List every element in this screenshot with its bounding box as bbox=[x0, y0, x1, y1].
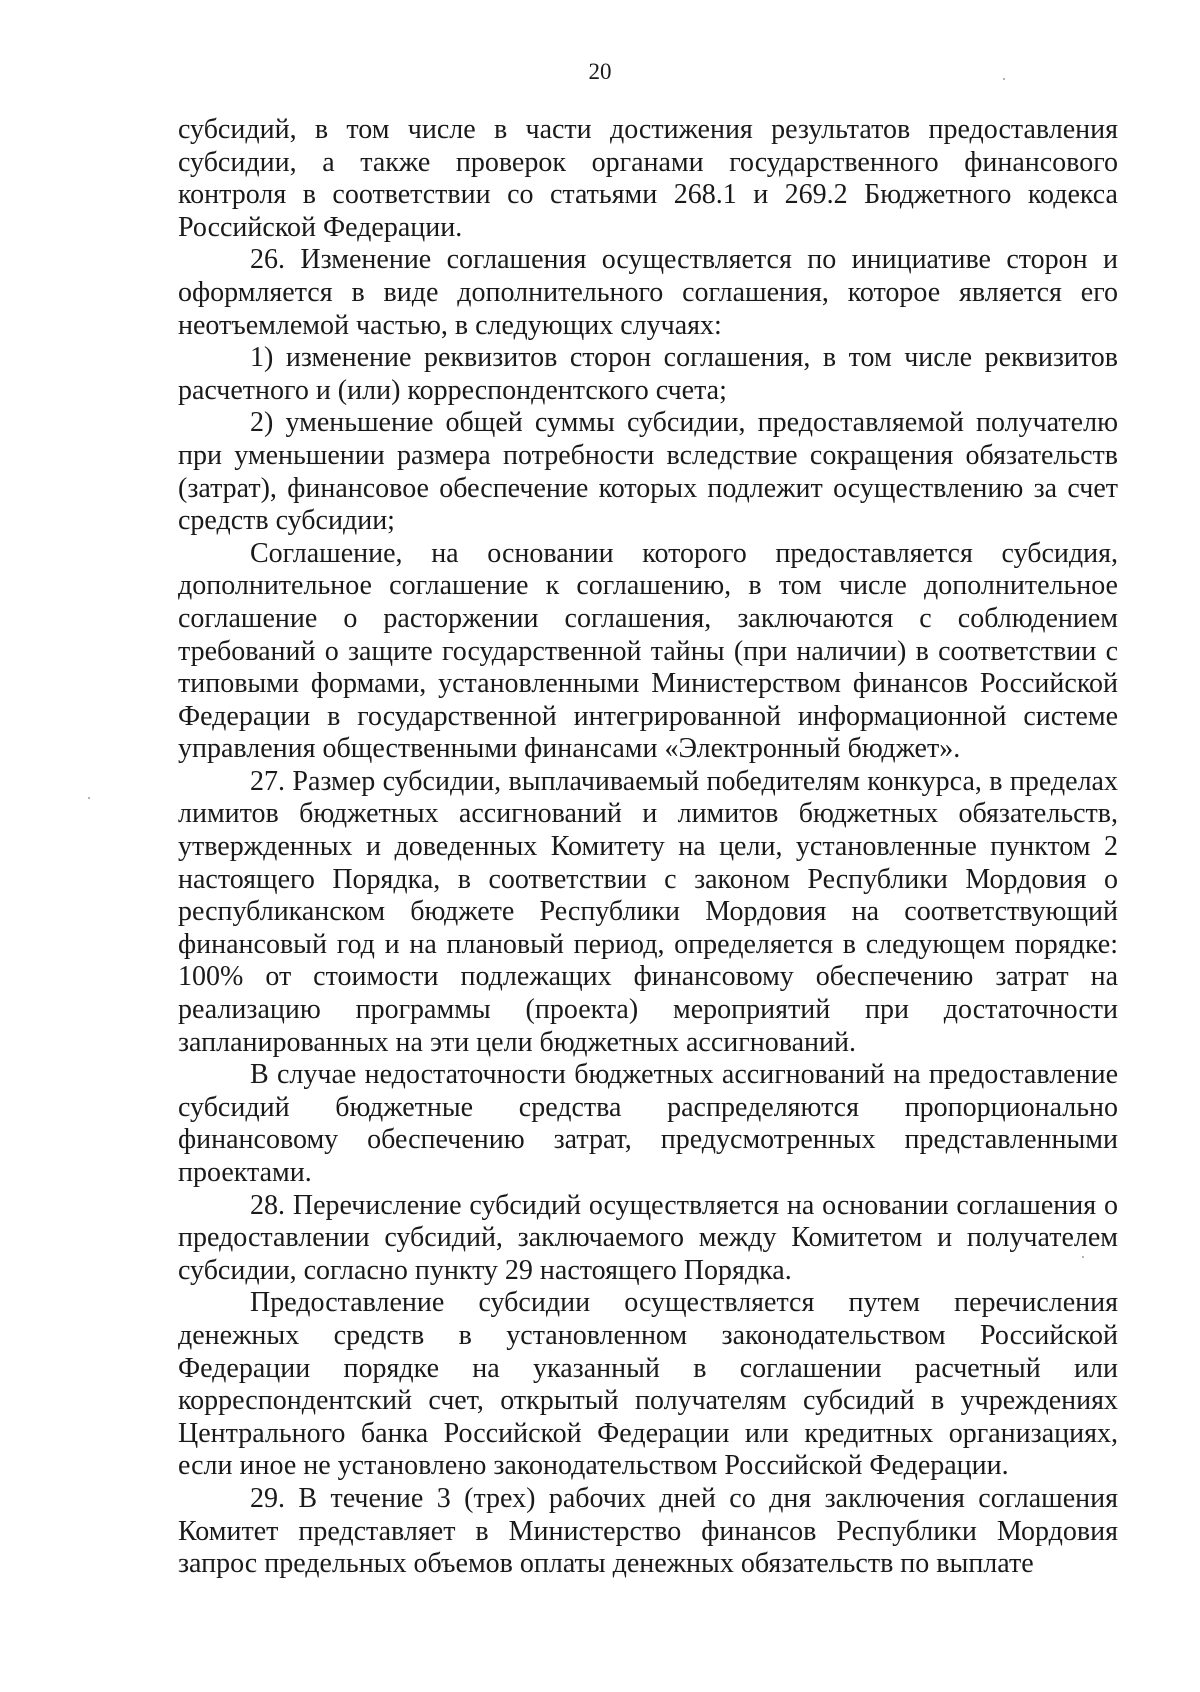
paragraph-item-27: 27. Размер субсидии, выплачиваемый победителям конкурса, в пределах лимитов бюджетных ассигнований и лимитов бюджетных обязательств, утвержденных и доведенных Комитету на цели, установленные пунктом 2 настоящего Порядка, в соответствии с законом Республики Мордовия о республиканском бюджете Республики Мордовия на соответствующий финансовый год и на плановый период, определяется в следующем порядке: 100% от стоимости подлежащих финансовому обеспечению затрат на реализацию программы (проекта) мероприятий при достаточности запланированных на эти цели бюджетных ассигнований. bbox=[178, 765, 1118, 1058]
paragraph-agreement-forms: Соглашение, на основании которого предоставляется субсидия, дополнительное соглашение к соглашению, в том числе дополнительное соглашение о расторжении соглашения, заключаются с соблюдением требований о защите государственной тайны (при наличии) в соответствии с типовыми формами, установленными Министерством финансов Российской Федерации в государственной интегрированной информационной системе управления общественными финансами «Электронный бюджет». bbox=[178, 537, 1118, 765]
paragraph-transfer-procedure: Предоставление субсидии осуществляется путем перечисления денежных средств в установленном законодательством Российской Федерации порядке на указанный в соглашении расчетный или корреспондентский счет, открытый получателям субсидий в учреждениях Центрального банка Российской Федерации или кредитных организациях, если иное не установлено законодательством Российской Федерации. bbox=[178, 1287, 1118, 1482]
scan-speck bbox=[1003, 78, 1005, 80]
paragraph-item-26: 26. Изменение соглашения осуществляется по инициативе сторон и оформляется в виде дополнительного соглашения, которое является его неотъемлемой частью, в следующих случаях: bbox=[178, 244, 1118, 341]
page-number: 20 bbox=[588, 59, 612, 84]
paragraph-continuation: субсидий, в том числе в части достижения результатов предоставления субсидии, а также проверок органами государственного финансового контроля в соответствии со статьями 268.1 и 269.2 Бюджетного кодекса Российской Федерации. bbox=[178, 114, 1118, 243]
paragraph-insufficient-funds: В случае недостаточности бюджетных ассигнований на предоставление субсидий бюджетные средства распределяются пропорционально финансовому обеспечению затрат, предусмотренных представленными проектами. bbox=[178, 1059, 1118, 1188]
paragraph-item-29: 29. В течение 3 (трех) рабочих дней со дня заключения соглашения Комитет представляет в Министерство финансов Республики Мордовия запрос предельных объемов оплаты денежных обязательств по выплате bbox=[178, 1482, 1118, 1580]
scan-speck bbox=[88, 797, 90, 799]
paragraph-subitem-1: 1) изменение реквизитов сторон соглашения, в том числе реквизитов расчетного и (или) корреспондентского счета; bbox=[178, 342, 1118, 406]
document-body bbox=[178, 114, 1118, 1581]
scan-speck bbox=[1082, 1256, 1084, 1258]
paragraph-subitem-2: 2) уменьшение общей суммы субсидии, предоставляемой получателю при уменьшении размера потребности вследствие сокращения обязательств (затрат), финансовое обеспечение которых подлежит осуществлению за счет средств субсидии; bbox=[178, 407, 1118, 537]
paragraph-item-28: 28. Перечисление субсидий осуществляется на основании соглашения о предоставлении субсидий, заключаемого между Комитетом и получателем субсидии, согласно пункту 29 настоящего Порядка. bbox=[178, 1189, 1118, 1286]
